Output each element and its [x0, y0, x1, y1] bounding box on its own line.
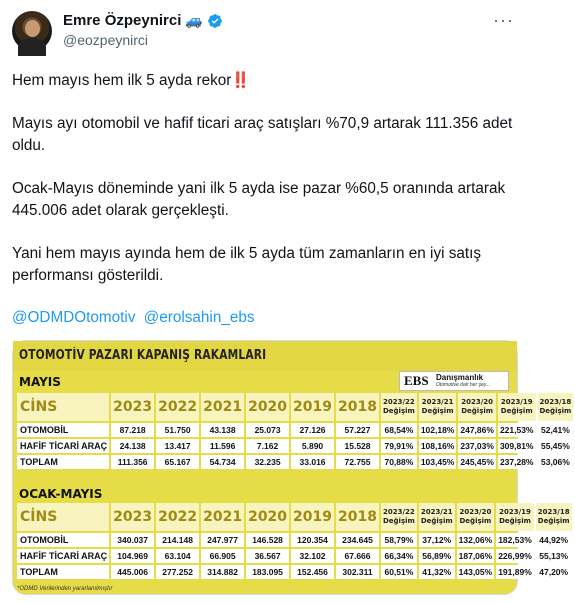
table-cell: 340.037 [111, 533, 154, 547]
table-row [17, 455, 573, 469]
table-cell: 182,53% [498, 535, 532, 545]
table-cell: 47,20% [536, 565, 572, 579]
table-cell: HAFİF TİCARİ ARAÇ [17, 439, 109, 453]
table-cell: 103,45% [420, 457, 455, 467]
tweet-paragraph-4: Yani hem mayıs ayında hem de ilk 5 ayda tüm zamanların en iyi satış performansı gösterildi. [12, 245, 482, 284]
table-cell: 51.750 [156, 423, 199, 437]
table-header-cell: 2023 [111, 503, 154, 531]
table-cell: 314.882 [201, 565, 244, 579]
table-cell: 445.006 [111, 565, 154, 579]
table-header-cell: 2023/18 Değişim [538, 393, 574, 421]
table-header-cell: 2023/18 Değişim [536, 503, 572, 531]
author-name[interactable] [63, 12, 223, 29]
table-cell: 104.969 [111, 549, 154, 563]
table-cell: 65.167 [156, 455, 199, 469]
section-label-ocak-mayis: OCAK-MAYIS [19, 487, 103, 501]
table-cell: TOPLAM [17, 565, 109, 579]
mention-link[interactable]: @ODMDOtomotiv [12, 309, 136, 326]
table-cell: 25.073 [246, 423, 289, 437]
image-title-bar [13, 341, 517, 371]
table-cell: 221,53% [499, 425, 534, 435]
tweet-paragraph-3: Ocak-Mayıs döneminde yani ilk 5 ayda ise pazar %60,5 oranında artarak 445.006 adet olarak gerçekleşti. [12, 180, 506, 219]
table-header-cell: 2019 [291, 393, 334, 421]
table-cell: 60,51% [381, 565, 417, 579]
table-cell: 120.354 [291, 533, 334, 547]
table-cell: 237,03% [460, 441, 494, 451]
table-cell: 32.235 [246, 455, 289, 469]
table-cell: 27.126 [291, 423, 334, 437]
table-cell: 32.102 [291, 549, 334, 563]
table-row [17, 533, 572, 547]
table-cell: 44,92% [536, 533, 572, 547]
table-header-cell: 2023/22 Değişim [381, 503, 417, 531]
table-header-cell: 2023/20 Değişim [458, 393, 496, 421]
table-cell: 57.227 [336, 423, 379, 437]
table-cell: 11.596 [201, 439, 244, 453]
tweet-line-1: Hem mayıs hem ilk 5 ayda rekor [12, 72, 232, 89]
table-cell: 247.977 [201, 533, 244, 547]
table-header-cell: 2018 [336, 393, 379, 421]
table-cell: 43.138 [201, 423, 244, 437]
table-row [17, 423, 573, 437]
table-cell: 24.138 [111, 439, 154, 453]
table-cell: 55,13% [536, 549, 572, 563]
table-cell: 53,06% [538, 455, 574, 469]
table-cell: 87.218 [111, 423, 154, 437]
table-header-cell: 2020 [246, 503, 289, 531]
table-header-cell: 2022 [156, 503, 199, 531]
table-cell: 67.666 [336, 549, 379, 563]
table-header-row [17, 393, 573, 421]
table-cell: HAFİF TİCARİ ARAÇ [17, 549, 109, 563]
table-header-cell: 2020 [246, 393, 289, 421]
table-cell: 245,45% [460, 457, 494, 467]
table-header-cell: 2023/21 Değişim [419, 393, 457, 421]
table-cell: 55,45% [538, 439, 574, 453]
table-header-cell: 2023 [111, 393, 154, 421]
table-cell: 247,86% [460, 425, 494, 435]
table-cell: 111.356 [111, 455, 154, 469]
logo-main-text: EBS [404, 373, 429, 388]
logo-tagline: Otomotive dair her şey... [436, 382, 491, 388]
table-mayis [15, 391, 575, 471]
table-cell: 33.016 [291, 455, 334, 469]
verified-badge-icon [207, 13, 223, 29]
table-cell: 36.567 [246, 549, 289, 563]
more-options-icon[interactable]: ··· [493, 10, 514, 30]
table-cell: 52,41% [538, 423, 574, 437]
avatar[interactable] [12, 11, 52, 51]
author-handle[interactable]: @eozpeynirci [63, 32, 149, 48]
table-cell: 191,89% [498, 567, 532, 577]
table-cell: 15.528 [336, 439, 379, 453]
table-cell: 66.905 [201, 549, 244, 563]
table-cell: 143,05% [458, 567, 493, 577]
tweet-image[interactable] [12, 340, 572, 595]
table-cell: 70,88% [381, 455, 417, 469]
table-cell: 56,89% [419, 549, 455, 563]
table-header-cell: 2023/22 Değişim [381, 393, 417, 421]
table-header-cell: 2023/19 Değişim [496, 503, 534, 531]
table-cell: 37,12% [419, 533, 455, 547]
table-cell: 187,06% [458, 551, 493, 561]
car-emoji-icon: 🚙 [185, 12, 203, 28]
table-row [17, 549, 572, 563]
table-cell: 234.645 [336, 533, 379, 547]
table-cell: 66,34% [381, 549, 417, 563]
table-cell: 237,28% [499, 457, 534, 467]
table-header-cell: 2019 [291, 503, 334, 531]
table-cell: 13.417 [156, 439, 199, 453]
table-ocak-mayis [15, 501, 574, 581]
table-row [17, 565, 572, 579]
table-cell: 102,18% [420, 425, 455, 435]
table-header-cell: 2023/19 Değişim [498, 393, 536, 421]
table-cell: 68,54% [381, 423, 417, 437]
table-cell: OTOMOBİL [17, 423, 109, 437]
ebs-logo [399, 371, 509, 391]
table-cell: 146.528 [246, 533, 289, 547]
author-name-text[interactable]: Emre Özpeynirci [63, 12, 182, 29]
table-header-cell: 2023/21 Değişim [419, 503, 455, 531]
double-exclamation-icon: ‼️ [231, 72, 251, 89]
table-row [17, 439, 573, 453]
table-header-cell: CİNS [17, 393, 109, 421]
table-cell: 58,79% [381, 533, 417, 547]
table-header-cell: 2021 [201, 393, 244, 421]
image-title: OTOMOTİV PAZARI KAPANIŞ RAKAMLARI [19, 348, 267, 363]
table-cell: 54.734 [201, 455, 244, 469]
table-cell: 226,99% [498, 551, 532, 561]
mentions [12, 309, 259, 327]
table-cell: 183.095 [246, 565, 289, 579]
table-header-cell: 2023/20 Değişim [457, 503, 495, 531]
table-header-cell: 2018 [336, 503, 379, 531]
table-cell: 108,16% [420, 441, 455, 451]
table-cell: 132,06% [458, 535, 493, 545]
table-cell: 214.148 [156, 533, 199, 547]
table-cell: 309,81% [499, 441, 534, 451]
table-cell: 79,91% [381, 439, 417, 453]
table-cell: 72.755 [336, 455, 379, 469]
tweet-paragraph-2: Mayıs ayı otomobil ve hafif ticari araç satışları %70,9 artarak 111.356 adet oldu. [12, 115, 513, 154]
table-cell: 5.890 [291, 439, 334, 453]
table-cell: 63.104 [156, 549, 199, 563]
table-cell: 277.252 [156, 565, 199, 579]
image-footnote: *ODMD Verilerinden yararlanılmıştır [17, 586, 113, 592]
table-header-cell: 2021 [201, 503, 244, 531]
section-label-mayis: MAYIS [19, 375, 61, 389]
table-header-cell: 2022 [156, 393, 199, 421]
logo-sub-text: Danışmanlık [436, 373, 484, 382]
table-cell: OTOMOBİL [17, 533, 109, 547]
table-cell: 41,32% [419, 565, 455, 579]
table-cell: 7.162 [246, 439, 289, 453]
table-cell: 152.456 [291, 565, 334, 579]
table-header-row [17, 503, 572, 531]
table-cell: TOPLAM [17, 455, 109, 469]
table-cell: 302.311 [336, 565, 379, 579]
table-header-cell: CİNS [17, 503, 109, 531]
mention-link[interactable]: @erolsahin_ebs [143, 309, 255, 326]
tweet-text [12, 70, 522, 308]
